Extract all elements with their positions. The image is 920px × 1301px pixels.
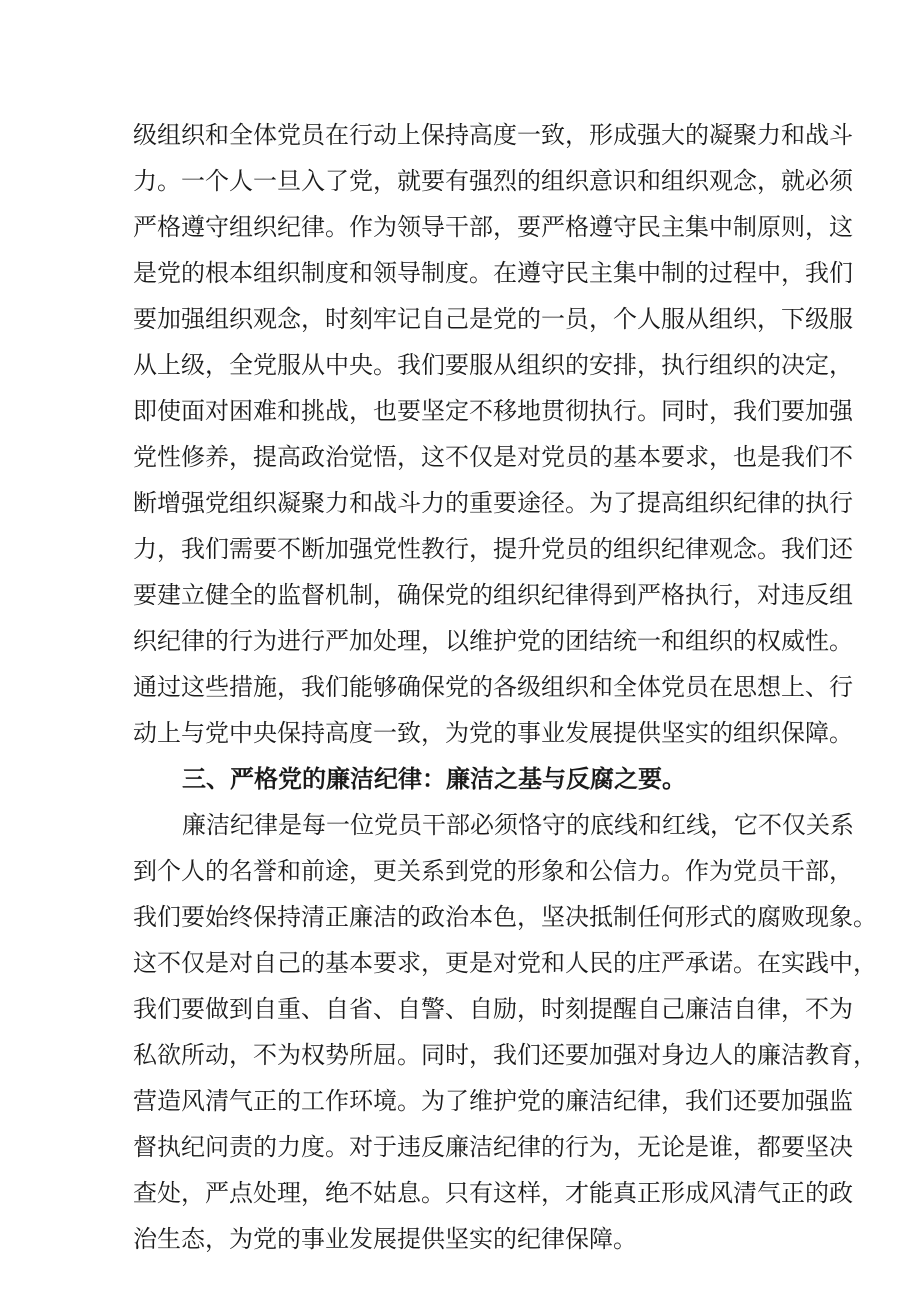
body-text-line: 党性修养，提高政治觉悟，这不仅是对党员的基本要求，也是我们不 [133,443,853,471]
body-text-line: 力。一个人一旦入了党，就要有强烈的组织意识和组织观念，就必须 [133,167,853,195]
body-text-line: 从上级，全党服从中央。我们要服从组织的安排，执行组织的决定， [133,351,853,379]
body-text-line: 力，我们需要不断加强党性教行，提升党员的组织纪律观念。我们还 [133,535,853,563]
body-text-line: 是党的根本组织制度和领导制度。在遵守民主集中制的过程中，我们 [133,259,853,287]
body-text-line: 查处，严点处理，绝不姑息。只有这样，才能真正形成风清气正的政 [133,1179,853,1207]
body-text-line: 要加强组织观念，时刻牢记自己是党的一员，个人服从组织，下级服 [133,305,853,333]
body-text-line: 动上与党中央保持高度一致，为党的事业发展提供坚实的组织保障。 [133,719,853,747]
paragraph-first-line: 廉洁纪律是每一位党员干部必须恪守的底线和红线，它不仅关系 [182,811,854,839]
body-text-line: 通过这些措施，我们能够确保党的各级组织和全体党员在思想上、行 [133,673,853,701]
body-text-line: 级组织和全体党员在行动上保持高度一致，形成强大的凝聚力和战斗 [133,121,853,149]
body-text-line: 治生态，为党的事业发展提供坚实的纪律保障。 [133,1225,637,1253]
body-text-line: 私欲所动，不为权势所屈。同时，我们还要加强对身边人的廉洁教育， [133,1041,877,1069]
body-text-line: 要建立健全的监督机制，确保党的组织纪律得到严格执行，对违反组 [133,581,853,609]
body-text-line: 到个人的名誉和前途，更关系到党的形象和公信力。作为党员干部， [133,857,853,885]
body-text-line: 织纪律的行为进行严加处理，以维护党的团结统一和组织的权威性。 [133,627,853,655]
section-heading: 三、严格党的廉洁纪律：廉洁之基与反腐之要。 [182,764,686,793]
body-text-line: 断增强党组织凝聚力和战斗力的重要途径。为了提高组织纪律的执行 [133,489,853,517]
body-text-line: 即使面对困难和挑战，也要坚定不移地贯彻执行。同时，我们要加强 [133,397,853,425]
body-text-line: 严格遵守组织纪律。作为领导干部，要严格遵守民主集中制原则，这 [133,213,853,241]
body-text-line: 我们要始终保持清正廉洁的政治本色，坚决抵制任何形式的腐败现象。 [133,903,877,931]
body-text-line: 营造风清气正的工作环境。为了维护党的廉洁纪律，我们还要加强监 [133,1087,853,1115]
body-text-line: 这不仅是对自己的基本要求，更是对党和人民的庄严承诺。在实践中， [133,949,877,977]
body-text-line: 督执纪问责的力度。对于违反廉洁纪律的行为，无论是谁，都要坚决 [133,1133,853,1161]
body-text-line: 我们要做到自重、自省、自警、自励，时刻提醒自己廉洁自律，不为 [133,995,853,1023]
